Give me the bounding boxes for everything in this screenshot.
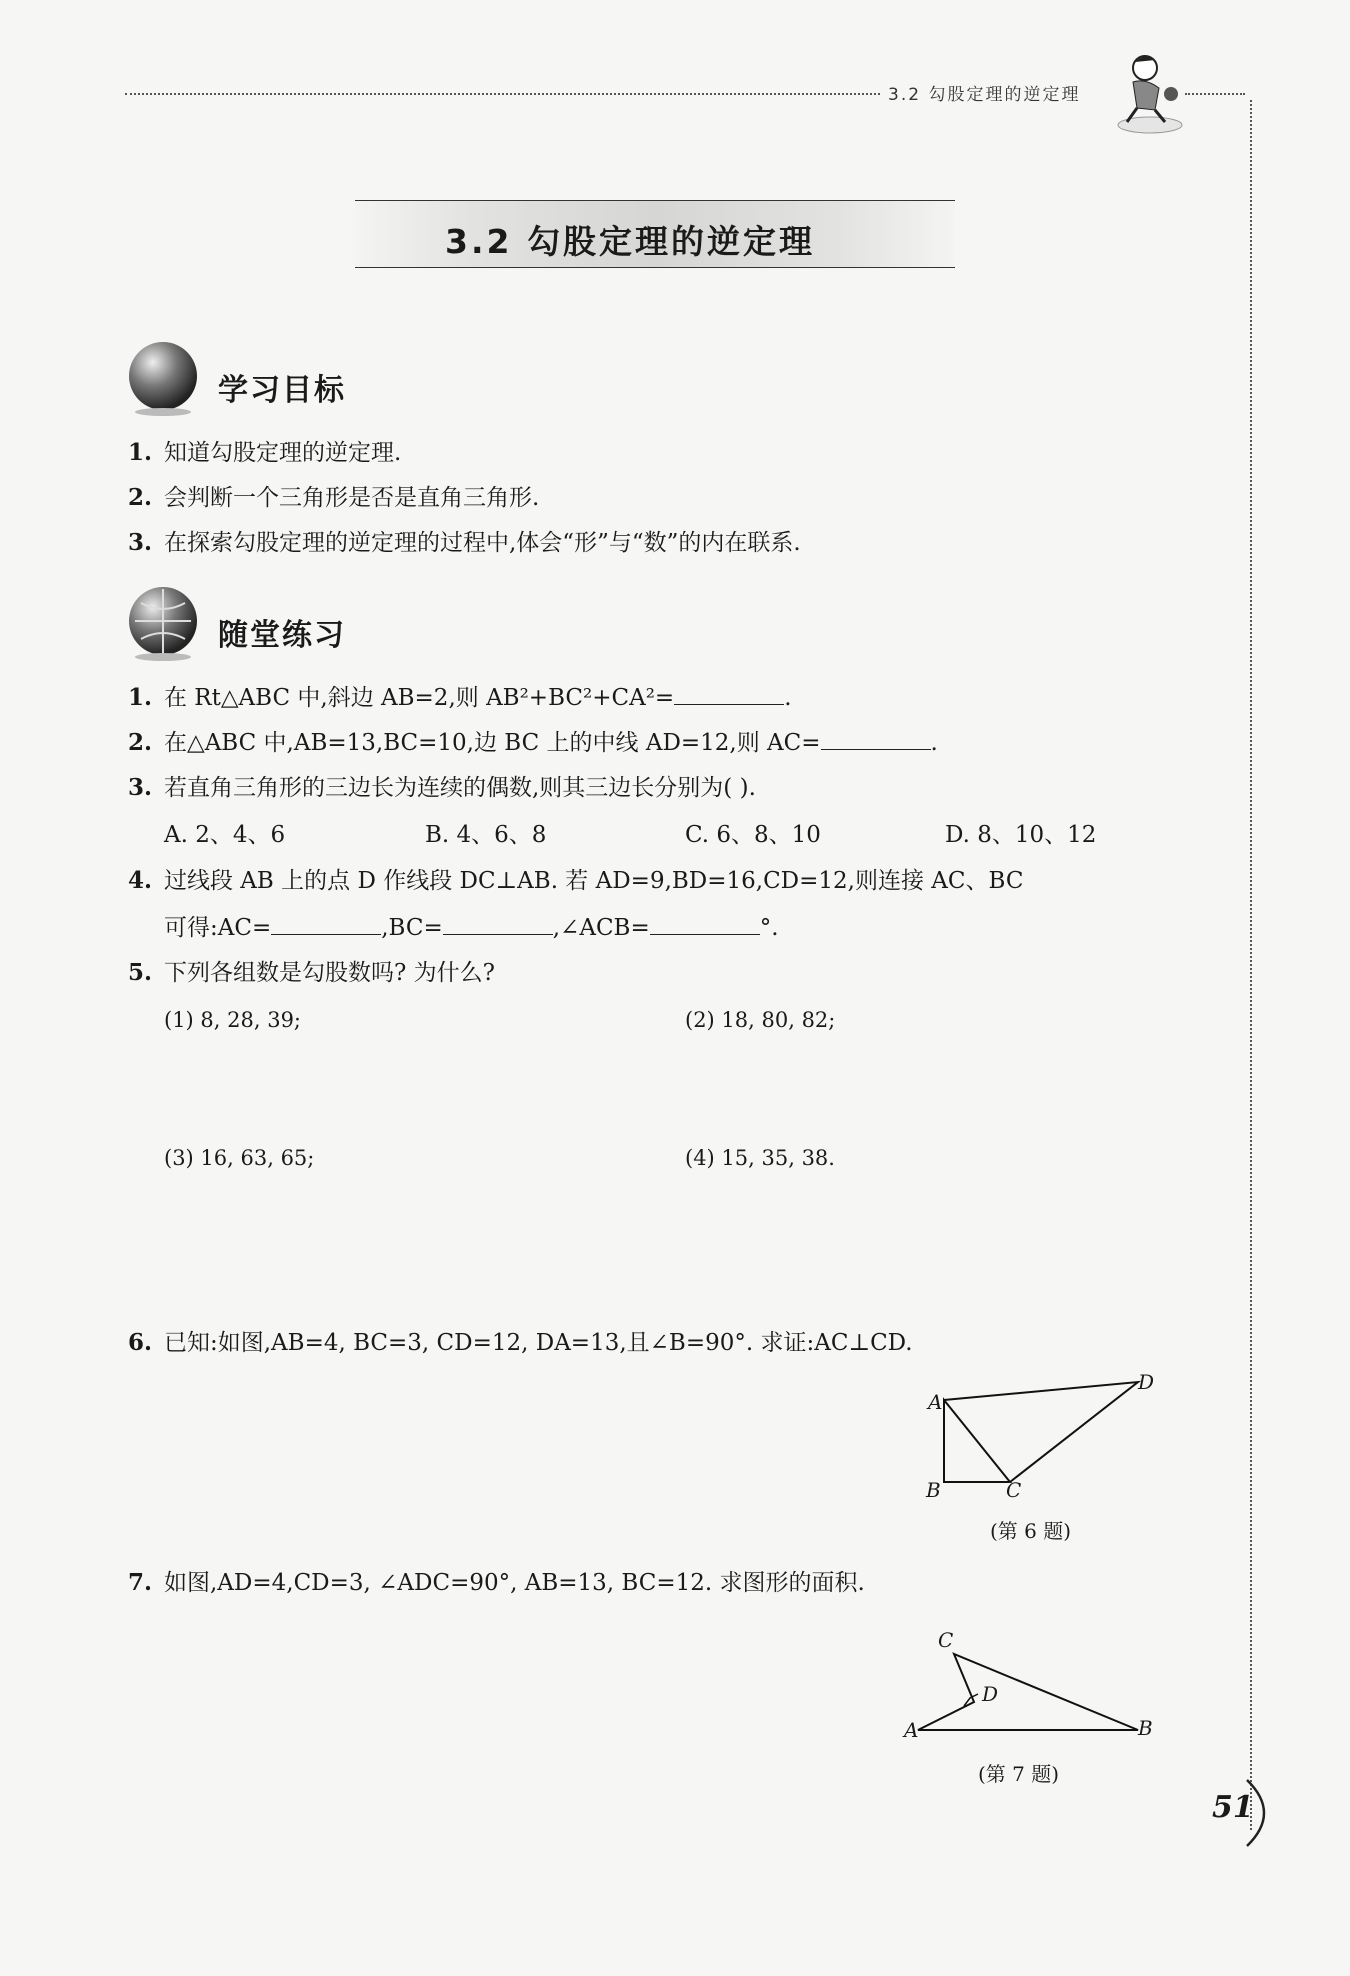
question-5-part: (1) 8, 28, 39; [164, 1008, 302, 1032]
label-d: D [982, 1682, 999, 1706]
question-3: 3. 若直角三角形的三边长为连续的偶数,则其三边长分别为( ). [128, 774, 756, 801]
figure-7-caption: (第 7 题) [978, 1762, 1060, 1786]
label-d: D [1138, 1370, 1155, 1394]
goal-item: 2. 会判断一个三角形是否是直角三角形. [128, 484, 540, 511]
option-b: B. 4、6、8 [425, 822, 547, 848]
question-4: 4. 过线段 AB 上的点 D 作线段 DC⊥AB. 若 AD=9,BD=16,CD=12,则连接 AC、BC [128, 867, 1024, 894]
question-5-part: (2) 18, 80, 82; [685, 1008, 836, 1032]
question-6: 6. 已知:如图,AB=4, BC=3, CD=12, DA=13,且∠B=90°. 求证:AC⊥CD. [128, 1329, 913, 1356]
header-dotted-rule-right [1185, 93, 1245, 95]
goal-item: 3. 在探索勾股定理的逆定理的过程中,体会“形”与“数”的内在联系. [128, 529, 801, 556]
goal-item: 1. 知道勾股定理的逆定理. [128, 439, 402, 466]
triangle-abc [944, 1400, 1010, 1482]
section-title-practice: 随堂练习 [218, 618, 346, 653]
question-7: 7. 如图,AD=4,CD=3, ∠ADC=90°, AB=13, BC=12. 求图形的面积. [128, 1569, 865, 1596]
quadrilateral-abcd [918, 1654, 1138, 1730]
question-5-part: (4) 15, 35, 38. [685, 1146, 835, 1170]
question-1: 1. 在 Rt△ABC 中,斜边 AB=2,则 AB²+BC²+CA²= . [128, 684, 792, 711]
option-d: D. 8、10、12 [945, 822, 1097, 848]
question-2: 2. 在△ABC 中,AB=13,BC=10,边 BC 上的中线 AD=12,则 AC= . [128, 729, 938, 756]
answer-blank [674, 682, 784, 705]
figure-6-caption: (第 6 题) [990, 1519, 1072, 1543]
label-a: A [904, 1718, 919, 1742]
section-title-goals: 学习目标 [218, 373, 346, 408]
label-b: B [1138, 1716, 1153, 1740]
question-5: 5. 下列各组数是勾股数吗? 为什么? [128, 959, 495, 986]
mascot-icon [1115, 50, 1185, 135]
question-4-line2: 可得:AC= ,BC= ,∠ACB= °. [164, 912, 779, 943]
answer-blank [443, 912, 553, 935]
label-b: B [926, 1478, 941, 1502]
label-c: C [1006, 1478, 1022, 1502]
option-a: A. 2、4、6 [164, 822, 286, 848]
answer-blank [821, 727, 931, 750]
label-c: C [938, 1628, 954, 1652]
page-title: 3.2 勾股定理的逆定理 [445, 222, 815, 261]
question-5-part: (3) 16, 63, 65; [164, 1146, 315, 1170]
figure-6-diagram [920, 1370, 1170, 1510]
option-c: C. 6、8、10 [685, 822, 821, 848]
answer-blank [650, 912, 760, 935]
side-dotted-rule [1250, 100, 1252, 1830]
label-a: A [928, 1390, 943, 1414]
answer-blank [271, 912, 381, 935]
globe-icon [125, 340, 201, 416]
triangle-acd [944, 1382, 1138, 1482]
page-number: 51 [1212, 1790, 1254, 1825]
globe-icon [125, 585, 201, 661]
running-title: 3.2 勾股定理的逆定理 [888, 85, 1081, 105]
header-dotted-rule [125, 93, 880, 95]
